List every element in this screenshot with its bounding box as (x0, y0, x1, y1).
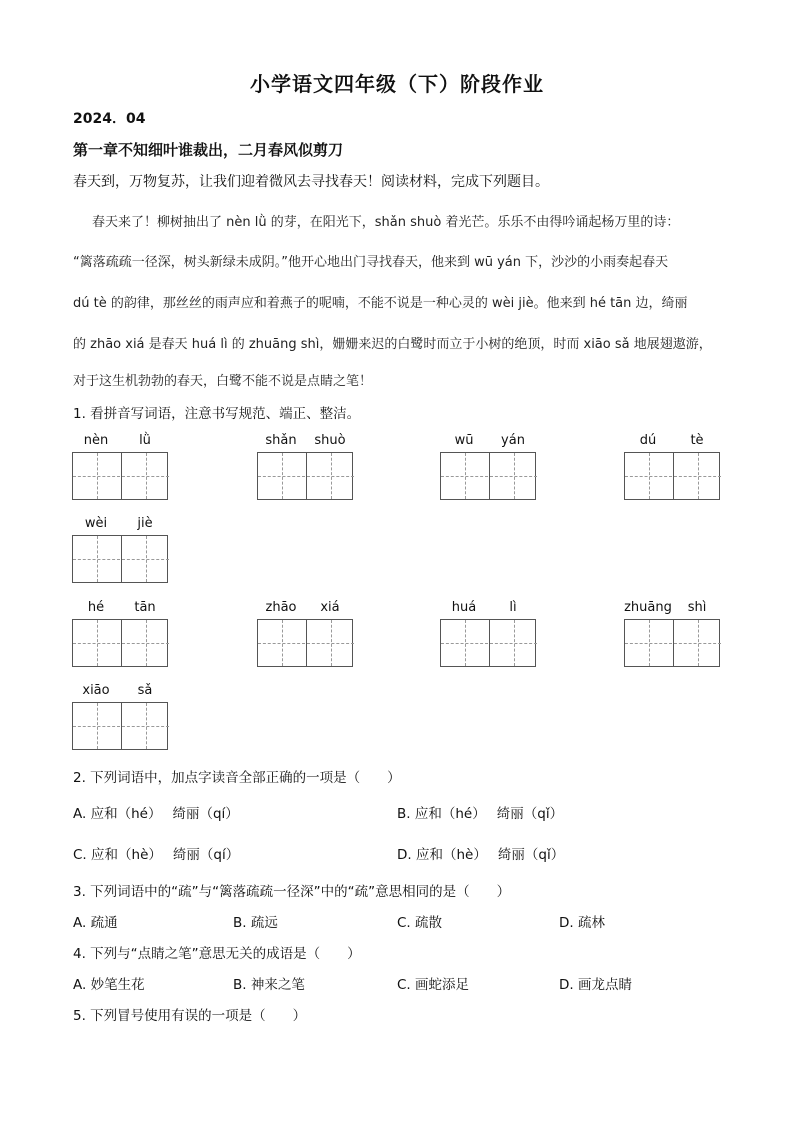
writing-box[interactable] (72, 619, 168, 667)
intro-text: 春天到，万物复苏，让我们迎着微风去寻找春天！阅读材料，完成下列题目。 (73, 174, 549, 190)
pinyin: tè (690, 433, 704, 448)
writing-box[interactable] (257, 619, 353, 667)
option-c[interactable]: C. 疏散 (397, 915, 443, 931)
passage-line: 的 zhāo xiá 是春天 huá lì 的 zhuāng shì，姗姗来迟的白鹭时而立于小树的绝顶，时而 xiāo sǎ 地展翅遨游， (73, 337, 712, 352)
question-5-stem: 5. 下列冒号使用有误的一项是（ ） (73, 1008, 307, 1024)
option-b[interactable]: B. 疏远 (233, 915, 278, 931)
writing-box[interactable] (624, 619, 720, 667)
passage-line: 对于这生机勃勃的春天，白鹭不能不说是点睛之笔！ (73, 374, 373, 389)
option-d[interactable]: D. 应和（hè） 绮丽（qǐ） (397, 847, 565, 863)
pinyin: huá (451, 600, 477, 615)
pinyin: wèi (84, 516, 108, 531)
pinyin: shì (687, 600, 707, 615)
date: 2024．04 (73, 111, 146, 127)
pinyin: jiè (137, 516, 153, 531)
pinyin: sǎ (137, 683, 153, 698)
writing-box[interactable] (72, 535, 168, 583)
option-d[interactable]: D. 画龙点睛 (559, 977, 632, 993)
writing-box[interactable] (624, 452, 720, 500)
option-c[interactable]: C. 画蛇添足 (397, 977, 470, 993)
option-a[interactable]: A. 妙笔生花 (73, 977, 145, 993)
pinyin: xiá (320, 600, 340, 615)
pinyin: zhāo (265, 600, 297, 615)
chapter-heading: 第一章不知细叶谁裁出，二月春风似剪刀 (73, 141, 344, 159)
pinyin: shuò (314, 433, 346, 448)
writing-box[interactable] (72, 702, 168, 750)
pinyin: shǎn (265, 433, 297, 448)
passage-line: 春天来了！柳树抽出了 nèn lǜ 的芽，在阳光下，shǎn shuò 着光芒。乐乐不由得吟诵起杨万里的诗： (92, 215, 680, 230)
pinyin: nèn (83, 433, 109, 448)
pinyin: lǜ (139, 433, 151, 448)
option-c[interactable]: C. 应和（hè） 绮丽（qí） (73, 847, 240, 863)
pinyin: dú (639, 433, 657, 448)
pinyin: xiāo (82, 683, 110, 698)
writing-box[interactable] (72, 452, 168, 500)
passage-line: dú tè 的韵律，那丝丝的雨声应和着燕子的呢喃，不能不说是一种心灵的 wèi jiè。他来到 hé tān 边，绮丽 (73, 296, 688, 311)
pinyin: zhuāng (624, 600, 672, 615)
pinyin: lì (509, 600, 517, 615)
pinyin: tān (134, 600, 156, 615)
writing-box[interactable] (440, 619, 536, 667)
question-3-stem: 3. 下列词语中的“疏”与“篱落疏疏一径深”中的“疏”意思相同的是（ ） (73, 884, 511, 900)
question-1-stem: 1. 看拼音写词语，注意书写规范、端正、整洁。 (73, 406, 361, 422)
option-b[interactable]: B. 应和（hé） 绮丽（qǐ） (397, 806, 564, 822)
pinyin: wū (454, 433, 474, 448)
question-4-stem: 4. 下列与“点睛之笔”意思无关的成语是（ ） (73, 946, 361, 962)
pinyin: yán (501, 433, 525, 448)
page-title: 小学语文四年级（下）阶段作业 (250, 72, 544, 96)
option-a[interactable]: A. 疏通 (73, 915, 118, 931)
option-d[interactable]: D. 疏林 (559, 915, 605, 931)
pinyin: hé (87, 600, 105, 615)
option-b[interactable]: B. 神来之笔 (233, 977, 305, 993)
option-a[interactable]: A. 应和（hé） 绮丽（qí） (73, 806, 239, 822)
question-2-stem: 2. 下列词语中，加点字读音全部正确的一项是（ ） (73, 770, 401, 786)
passage-line: “篱落疏疏一径深，树头新绿未成阴。”他开心地出门寻找春天，他来到 wū yán 下，沙沙的小雨奏起春天 (73, 255, 669, 270)
writing-box[interactable] (257, 452, 353, 500)
writing-box[interactable] (440, 452, 536, 500)
